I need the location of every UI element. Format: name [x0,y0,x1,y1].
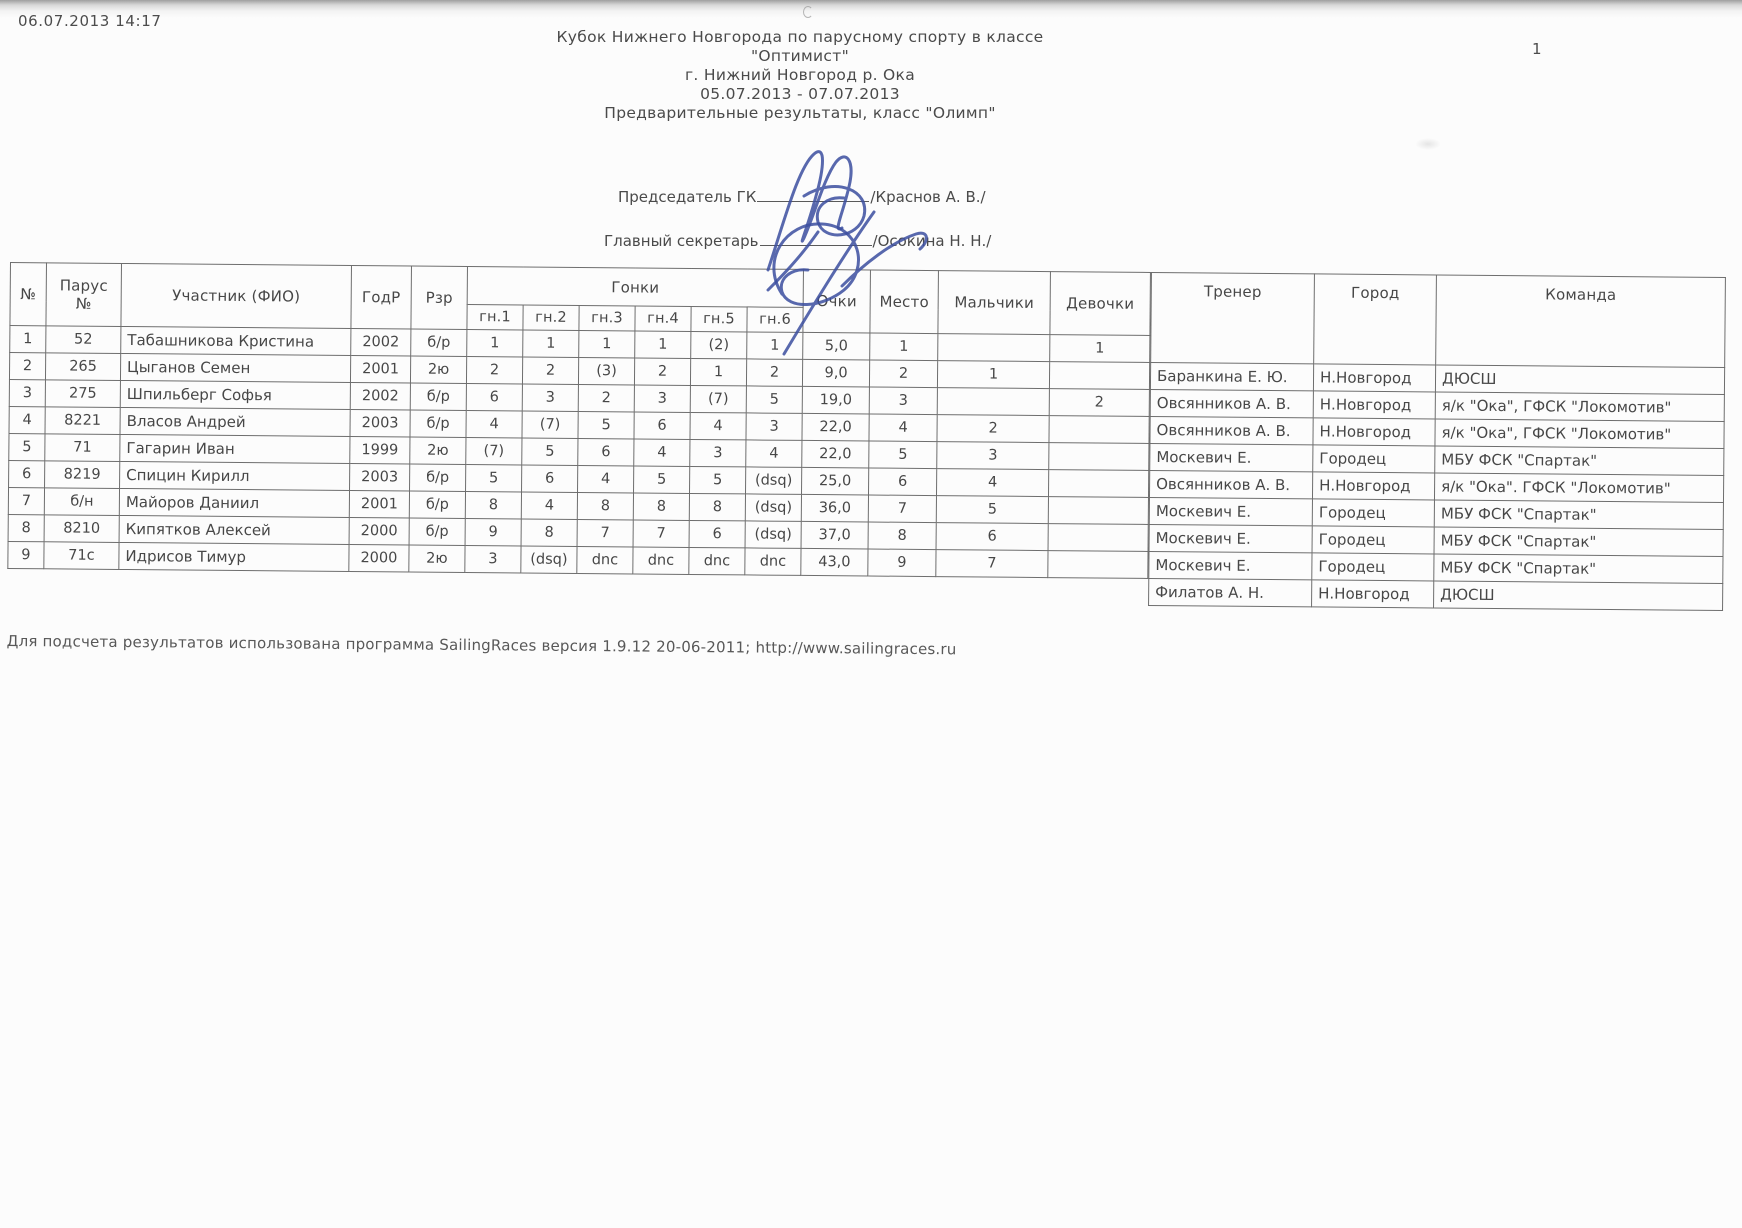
cell-points: 22,0 [802,440,869,468]
cell-race-6: dnc [745,548,801,575]
cell-num: 4 [9,406,45,433]
cell-name: Власов Андрей [120,407,350,436]
col-header-race-6: гн.6 [747,307,803,332]
cell-race-4: 3 [634,385,690,412]
cell-race-5: 4 [690,412,746,439]
cell-team: МБУ ФСК "Спартак" [1434,500,1723,530]
cell-name: Табашникова Кристина [121,326,351,355]
cell-race-3: 7 [577,519,633,546]
cell-race-2: (7) [522,411,578,438]
cell-place: 3 [869,387,937,415]
cell-race-5: 5 [690,466,746,493]
cell-num: 8 [8,514,44,541]
cell-rank: б/р [410,383,466,410]
cell-year: 2001 [349,490,409,518]
cell-rank: б/р [409,491,465,518]
cell-boys: 5 [936,496,1048,524]
col-header-races-group: Гонки [467,266,803,307]
staff-row [1149,578,1723,610]
cell-race-2: 3 [522,384,578,411]
cell-city: Городец [1312,553,1434,581]
cell-race-6: 4 [746,440,802,467]
cell-points: 37,0 [801,521,868,549]
cell-boys: 3 [937,442,1049,470]
cell-place: 6 [869,468,937,496]
cell-race-1: 9 [465,518,521,545]
cell-girls [1049,362,1149,390]
cell-sail: 52 [46,326,121,354]
cell-team: ДЮСШ [1434,581,1723,611]
cell-city: Н.Новгород [1313,364,1435,392]
cell-race-5: (7) [690,385,746,412]
scan-artifact [803,6,813,18]
cell-race-4: 6 [634,412,690,439]
col-header-boys: Мальчики [938,271,1051,335]
title-line-4: 05.07.2013 - 07.07.2013 [700,85,900,103]
results-table-area [7,262,1726,665]
cell-race-1: 2 [466,356,522,383]
cell-points: 9,0 [802,359,869,387]
cell-race-1: 4 [466,410,522,437]
cell-city: Городец [1312,499,1434,527]
scanner-edge-shadow [0,0,1742,18]
title-line-3: г. Нижний Новгород р. Ока [684,66,916,84]
cell-race-1: 5 [466,464,522,491]
cell-race-1: 1 [467,329,523,356]
cell-race-3: 1 [579,330,635,357]
col-header-num: № [10,263,47,326]
col-header-race-2: гн.2 [523,305,579,330]
cell-name: Гагарин Иван [120,434,350,463]
cell-race-3: 2 [578,384,634,411]
cell-trainer: Баранкина Е. Ю. [1150,362,1313,390]
cell-race-4: 2 [634,358,690,385]
scan-timestamp: 06.07.2013 14:17 [18,12,162,30]
cell-rank: 2ю [409,545,465,572]
signature-label: Председатель ГК [618,188,757,206]
header-row [10,263,1150,311]
cell-sail: 275 [45,380,120,408]
cell-race-4: dnc [633,547,689,574]
cell-sail: 8210 [44,515,119,543]
cell-race-1: (7) [466,437,522,464]
signature-name: /Осокина Н. Н./ [872,232,992,250]
cell-race-3: 6 [578,438,634,465]
cell-race-5: 8 [689,493,745,520]
cell-race-2: 8 [521,519,577,546]
cell-race-6: (dsq) [746,467,802,494]
cell-girls [1048,551,1148,579]
title-line-1: Кубок Нижнего Новгорода по парусному спорту в классе [556,28,1044,46]
col-header-place: Место [870,270,939,334]
cell-points: 25,0 [802,467,869,495]
cell-num: 2 [9,353,45,380]
cell-city: Н.Новгород [1312,472,1434,500]
cell-name: Майоров Даниил [119,488,349,517]
cell-num: 6 [9,460,45,487]
cell-rank: б/р [409,518,465,545]
cell-race-4: 5 [634,466,690,493]
cell-girls [1048,497,1148,525]
cell-boys: 7 [936,550,1048,578]
cell-boys: 4 [937,469,1049,497]
cell-rank: б/р [410,464,466,491]
results-table-main [7,262,1151,579]
cell-race-6: 1 [747,332,803,359]
col-header-sail: Парус № [46,263,122,327]
col-header-race-3: гн.3 [579,305,635,330]
cell-sail: 71с [44,542,119,570]
cell-points: 36,0 [801,494,868,522]
cell-team: МБУ ФСК "Спартак" [1435,446,1724,476]
signature-row-chairman [618,188,986,206]
cell-place: 9 [868,549,936,577]
cell-team: ДЮСШ [1435,365,1724,395]
cell-team: я/к "Ока", ГФСК "Локомотив" [1435,392,1724,422]
page-number: 1 [1532,40,1542,58]
cell-city: Городец [1313,445,1435,473]
cell-race-2: 4 [521,492,577,519]
cell-girls [1049,416,1149,444]
cell-rank: 2ю [410,437,466,464]
cell-year: 2000 [349,544,409,572]
cell-place: 1 [870,333,938,361]
cell-race-5: 3 [690,439,746,466]
cell-year: 2002 [351,328,411,356]
cell-name: Идрисов Тимур [119,542,349,571]
cell-place: 5 [869,441,937,469]
cell-team: МБУ ФСК "Спартак" [1434,527,1723,557]
cell-trainer: Москевич Е. [1150,443,1313,471]
cell-year: 2001 [350,355,410,383]
cell-boys: 6 [936,523,1048,551]
cell-team: я/к "Ока", ГФСК "Локомотив" [1435,419,1724,449]
cell-points: 43,0 [801,548,868,576]
cell-rank: 2ю [410,356,466,383]
scan-smudge [1415,138,1441,150]
title-line-2: "Оптимист" [750,47,849,65]
col-header-race-4: гн.4 [635,306,691,331]
cell-race-5: 6 [689,520,745,547]
cell-trainer: Москевич Е. [1149,497,1312,525]
cell-city: Н.Новгород [1312,580,1434,608]
col-header-points: Очки [803,269,871,333]
cell-name: Спицин Кирилл [120,461,350,490]
cell-race-2: 5 [522,438,578,465]
cell-city: Н.Новгород [1313,391,1435,419]
cell-year: 1999 [350,436,410,464]
cell-girls [1049,470,1149,498]
cell-city: Н.Новгород [1313,418,1435,446]
cell-city: Городец [1312,526,1434,554]
col-header-city: Город [1314,274,1437,365]
cell-race-6: 2 [746,359,802,386]
cell-year: 2000 [349,517,409,545]
cell-num: 3 [9,379,45,406]
signature-name: /Краснов А. В./ [870,188,986,206]
cell-race-6: (dsq) [745,494,801,521]
cell-race-1: 6 [466,383,522,410]
cell-race-2: 6 [522,465,578,492]
cell-race-4: 4 [634,439,690,466]
title-block [420,28,1180,123]
cell-race-2: 1 [523,330,579,357]
signature-row-secretary [604,232,991,250]
cell-num: 5 [9,433,45,460]
cell-race-6: (dsq) [745,521,801,548]
cell-rank: б/р [410,410,466,437]
signature-label: Главный секретарь [604,232,759,250]
col-header-trainer: Тренер [1151,272,1315,363]
cell-sail: 8221 [45,407,120,435]
cell-girls: 2 [1049,389,1149,417]
cell-boys: 2 [937,415,1049,443]
header-row [1151,272,1726,367]
col-header-team: Команда [1436,275,1726,368]
cell-place: 4 [869,414,937,442]
software-credit-line: Для подсчета результатов использована программа SailingRaces версия 1.9.12 20-06-2011; http://www.sailingraces.ru [6,631,957,659]
cell-girls: 1 [1050,335,1150,363]
cell-race-3: (3) [578,357,634,384]
cell-race-2: 2 [522,357,578,384]
cell-place: 8 [868,522,936,550]
cell-girls [1048,524,1148,552]
cell-race-4: 1 [635,331,691,358]
cell-race-1: 3 [465,545,521,572]
col-header-participant: Участник (ФИО) [121,263,352,328]
cell-race-6: 3 [746,413,802,440]
cell-trainer: Овсянников А. В. [1150,470,1313,498]
cell-place: 7 [868,495,936,523]
results-table-staff [1148,272,1726,611]
cell-race-4: 8 [633,493,689,520]
col-header-rank: Рзр [411,266,468,329]
cell-race-5: dnc [689,547,745,574]
cell-race-3: 4 [578,465,634,492]
cell-year: 2002 [350,382,410,410]
cell-num: 7 [8,487,44,514]
cell-girls [1049,443,1149,471]
col-header-year: ГодР [351,265,412,329]
cell-trainer: Овсянников А. В. [1150,416,1313,444]
cell-trainer: Овсянников А. В. [1150,389,1313,417]
cell-race-6: 5 [746,386,802,413]
cell-race-1: 8 [465,491,521,518]
cell-race-4: 7 [633,520,689,547]
cell-sail: 8219 [45,461,120,489]
cell-name: Цыганов Семен [120,353,350,382]
signature-underline [757,188,869,202]
cell-name: Кипятков Алексей [119,515,349,544]
cell-sail: 71 [45,434,120,462]
cell-team: я/к "Ока". ГФСК "Локомотив" [1434,473,1723,503]
cell-points: 22,0 [802,413,869,441]
cell-num: 1 [10,326,46,353]
cell-trainer: Филатов А. Н. [1149,578,1312,606]
cell-name: Шпильберг Софья [120,380,350,409]
cell-race-3: 5 [578,411,634,438]
cell-num: 9 [8,541,44,568]
cell-points: 19,0 [802,386,869,414]
cell-boys [938,334,1050,362]
cell-trainer: Москевич Е. [1149,524,1312,552]
cell-team: МБУ ФСК "Спартак" [1434,554,1723,584]
cell-race-5: (2) [691,331,747,358]
cell-race-3: 8 [577,492,633,519]
cell-year: 2003 [350,409,410,437]
cell-boys [937,388,1049,416]
cell-rank: б/р [411,329,467,356]
col-header-girls: Девочки [1050,272,1151,336]
cell-sail: 265 [45,353,120,381]
cell-place: 2 [869,360,937,388]
cell-points: 5,0 [803,332,870,360]
cell-race-5: 1 [690,358,746,385]
col-header-race-5: гн.5 [691,306,747,331]
signature-underline [760,232,872,246]
cell-sail: б/н [44,488,119,516]
cell-boys: 1 [937,361,1049,389]
col-header-race-1: гн.1 [467,304,523,329]
cell-race-3: dnc [577,546,633,573]
title-line-5: Предварительные результаты, класс "Олимп" [604,104,996,122]
cell-trainer: Москевич Е. [1149,551,1312,579]
cell-year: 2003 [350,463,410,491]
cell-race-2: (dsq) [521,546,577,573]
